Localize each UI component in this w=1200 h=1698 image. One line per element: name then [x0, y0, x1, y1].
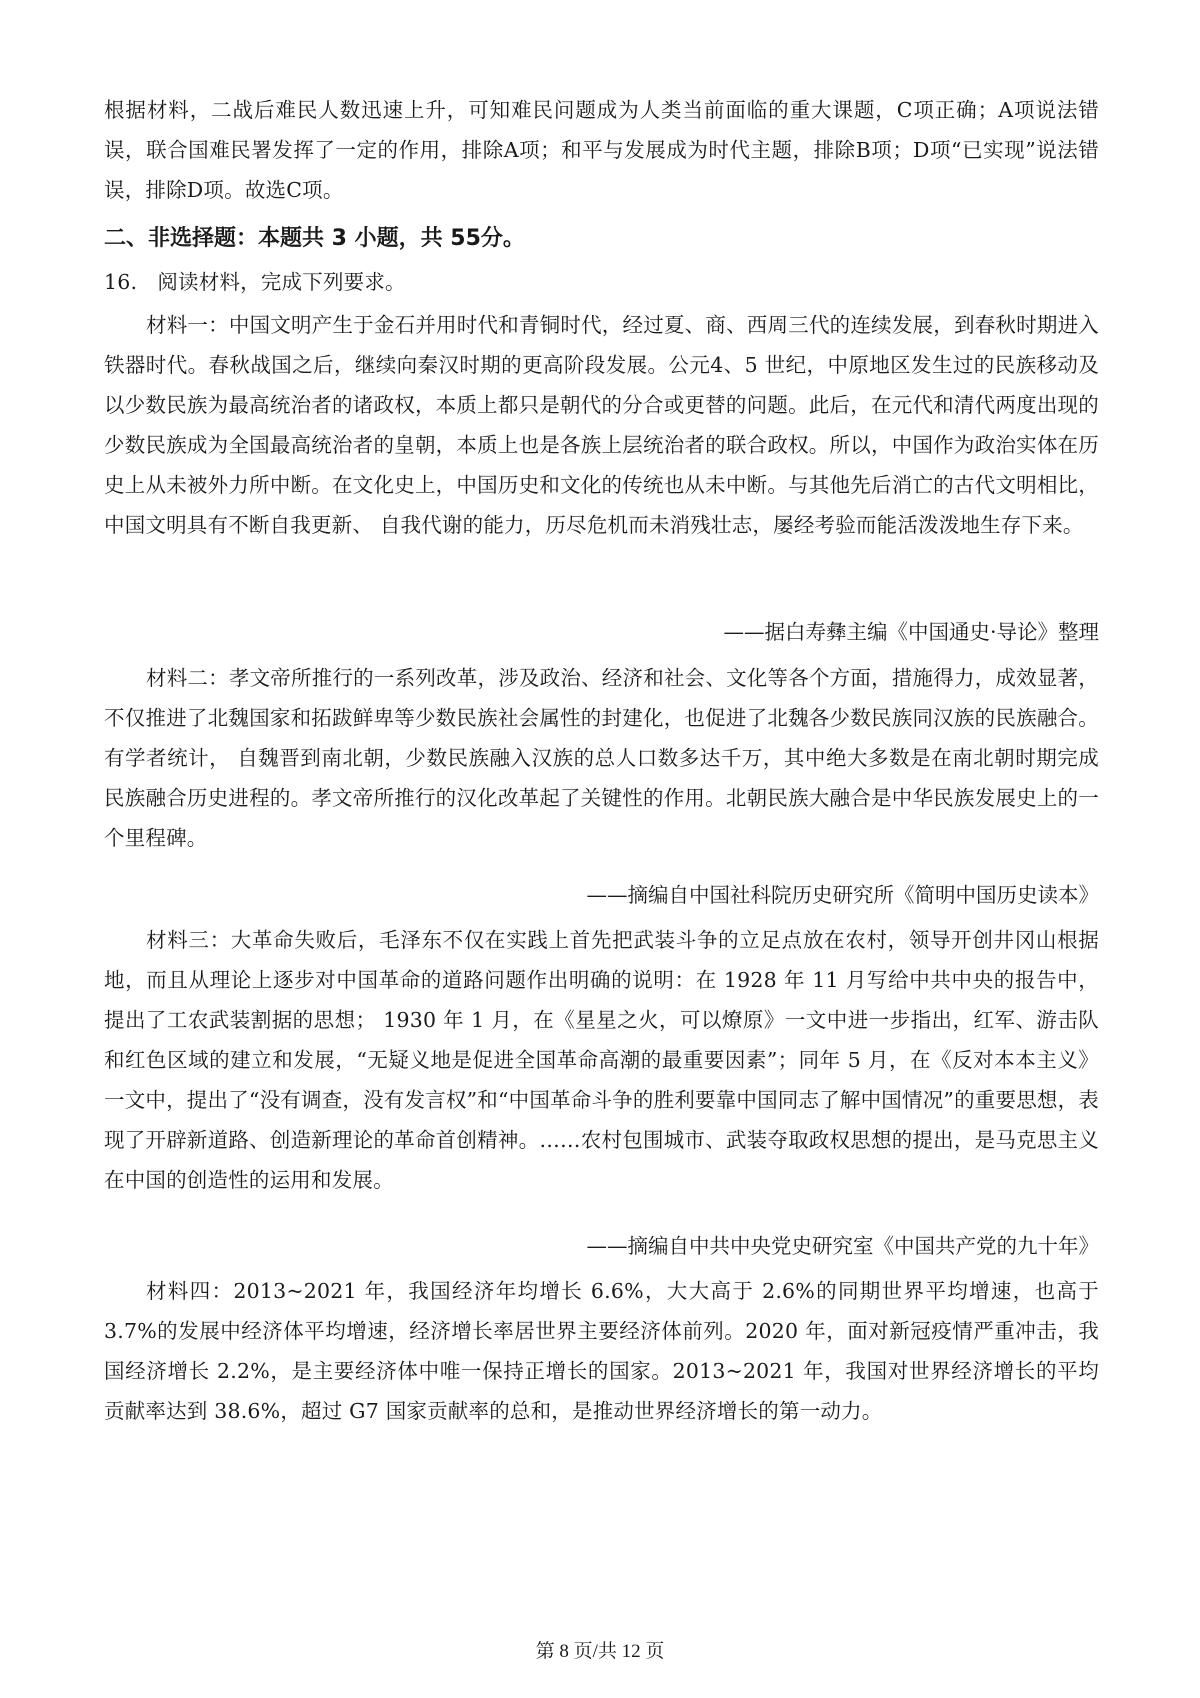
- question-line: [104, 262, 1099, 302]
- material-4-text: 材料四：2013~2021 年，我国经济年均增长 6.6%，大大高于 2.6%的同期世界平均增速，也高于 3.7%的发展中经济体平均增速，经济增长率居世界主要经济体前列。2020 年，面对新冠疫情严重冲击，我国经济增长 2.2%，是主要经济体中唯一保持正增长的国家。2013~2021 年，我国对世界经济增长的平均贡献率达到 38.6%，超过 G7 国家贡献率的总和，是推动世界经济增长的第一动力。: [104, 1279, 1099, 1423]
- answer-explanation: 根据材料，二战后难民人数迅速上升，可知难民问题成为人类当前面临的重大课题，C项正确；A项说法错误，联合国难民署发挥了一定的作用，排除A项；和平与发展成为时代主题，排除B项；D项“已实现”说法错误，排除D项。故选C项。: [104, 98, 1099, 202]
- section-heading: 二、非选择题：本题共 3 小题，共 55分。: [104, 226, 525, 251]
- material-3-text: 材料三：大革命失败后，毛泽东不仅在实践上首先把武装斗争的立足点放在农村，领导开创井冈山根据地，而且从理论上逐步对中国革命的道路问题作出明确的说明：在 1928 年 11 月写给中共中央的报告中，提出了工农武装割据的思想； 1930 年 1 月，在《星星之火，可以燎原》一文中进一步指出，红军、游击队和红色区域的建立和发展，“无疑义地是促进全国革命高潮的最重要因素”；同年 5 月，在《反对本本主义》一文中，提出了“没有调查，没有发言权”和“中国革命斗争的胜利要靠中国同志了解中国情况”的重要思想，表现了开辟新道路、创造新理论的革命首创精神。……农村包围城市、武装夺取政权思想的提出，是马克思主义在中国的创造性的运用和发展。: [104, 928, 1099, 1192]
- material-1-text: 材料一：中国文明产生于金石并用时代和青铜时代，经过夏、商、西周三代的连续发展，到春秋时期进入铁器时代。春秋战国之后，继续向秦汉时期的更高阶段发展。公元4、5 世纪，中原地区发生过的民族移动及以少数民族为最高统治者的诸政权，本质上都只是朝代的分合或更替的问题。此后，在元代和清代两度出现的少数民族成为全国最高统治者的皇朝，本质上也是各族上层统治者的联合政权。所以，中国作为政治实体在历史上从未被外力所中断。在文化史上，中国历史和文化的传统也从未中断。与其他先后消亡的古代文明相比，中国文明具有不断自我更新、 自我代谢的能力，历尽危机而未消残壮志，屡经考验而能活泼泼地生存下来。: [104, 313, 1099, 537]
- material-2-source: ——摘编自中国社科院历史研究所《简明中国历史读本》: [586, 883, 1099, 907]
- material-2-text: 材料二：孝文帝所推行的一系列改革，涉及政治、经济和社会、文化等各个方面，措施得力，成效显著，不仅推进了北魏国家和拓跋鲜卑等少数民族社会属性的封建化，也促进了北魏各少数民族同汉族的民族融合。有学者统计， 自魏晋到南北朝，少数民族融入汉族的总人口数多达千万，其中绝大多数是在南北朝时期完成民族融合历史进程的。孝文帝所推行的汉化改革起了关键性的作用。北朝民族大融合是中华民族发展史上的一个里程碑。: [104, 666, 1099, 850]
- question-prompt: 阅读材料，完成下列要求。: [157, 270, 406, 294]
- page-number-footer: 第 8 页/共 12 页: [535, 1641, 665, 1662]
- material-1-source: ——据白寿彝主编《中国通史·导论》整理: [723, 620, 1099, 644]
- question-number: 16.: [104, 270, 138, 294]
- material-3-source: ——摘编自中共中央党史研究室《中国共产党的九十年》: [586, 1234, 1099, 1258]
